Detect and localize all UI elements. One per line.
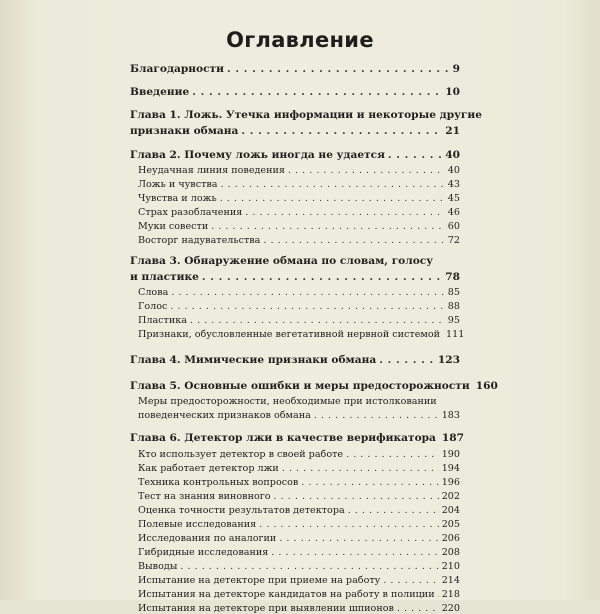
toc-subentry [130, 505, 460, 516]
toc-page-number: 72 [447, 235, 460, 246]
leader-dots [221, 179, 445, 190]
leader-dots [301, 477, 438, 488]
toc-subentry [130, 207, 460, 218]
toc-entry-text: Кто использует детектор в своей работе [138, 449, 344, 460]
leader-dots [288, 165, 445, 176]
toc-page-number: 214 [441, 575, 460, 586]
toc-entry-text: Как работает детектор лжи [138, 463, 279, 474]
toc-entry-text: Испытание на детекторе при приеме на работу [138, 575, 381, 586]
toc-page-number: 45 [447, 193, 460, 204]
toc-page-number: 210 [441, 561, 460, 572]
leader-dots [348, 505, 439, 516]
leader-dots [241, 125, 442, 137]
leader-dots [211, 221, 445, 232]
toc-page-number: 9 [452, 63, 460, 75]
toc-subentry [130, 519, 460, 530]
toc-entry-line: Глава 3. Обнаружение обмана по словам, голосу [130, 255, 434, 267]
toc-subentry [130, 589, 460, 600]
toc-subentry [130, 235, 460, 246]
toc-subentry [130, 477, 460, 488]
toc-entry-text: Гибридные исследования [138, 547, 269, 558]
toc-subentry [130, 449, 460, 460]
leader-dots [259, 519, 438, 530]
toc-subentry [130, 301, 460, 312]
toc-entry-text: Техника контрольных вопросов [138, 477, 299, 488]
toc-page-number: 88 [447, 301, 460, 312]
leader-dots [383, 575, 438, 586]
toc-entry-chapter-2 [130, 149, 460, 161]
toc-page-number: 78 [445, 271, 460, 283]
toc-subentry [130, 463, 460, 474]
page-title: Оглавление [226, 28, 374, 52]
toc-entry-text: и пластике [130, 271, 199, 283]
toc-entry-text: Тест на знания виновного [138, 491, 271, 502]
toc-subentry [130, 603, 460, 614]
leader-dots [227, 63, 450, 75]
toc-entry-line: Меры предосторожности, необходимые при истолковании [138, 396, 437, 407]
toc-entry-acknowledgements [130, 63, 460, 75]
toc-entry-chapter-1 [130, 125, 460, 137]
toc-entry-text: Глава 4. Мимические признаки обмана [130, 354, 377, 366]
toc-entry-text: Испытания на детекторе кандидатов на работу в полиции [138, 589, 435, 600]
toc-entry-text: поведенческих признаков обмана [138, 410, 311, 421]
leader-dots [263, 235, 444, 246]
leader-dots [346, 449, 439, 460]
toc-entry-chapter-4 [130, 354, 460, 366]
toc-subentry [130, 193, 460, 204]
toc-entry-chapter-6 [130, 432, 465, 444]
leader-dots [397, 603, 439, 614]
toc-entry-text: Ложь и чувства [138, 179, 218, 190]
toc-subentry [130, 561, 460, 572]
toc-entry-text: Глава 2. Почему ложь иногда не удается [130, 149, 385, 161]
toc-subentry [130, 533, 460, 544]
leader-dots [271, 547, 438, 558]
toc-entry-text: Страх разоблачения [138, 207, 243, 218]
leader-dots [245, 207, 444, 218]
toc-page-number: 220 [441, 603, 460, 614]
toc-entry-line: Глава 1. Ложь. Утечка информации и некоторые другие [130, 109, 482, 121]
toc-entry-text: признаки обмана [130, 125, 239, 137]
toc-page-number: 95 [447, 315, 460, 326]
toc-page-number: 123 [437, 354, 460, 366]
toc-subentry [130, 315, 460, 326]
toc-page-number: 160 [475, 380, 498, 392]
leader-dots [388, 149, 442, 161]
toc-page-number: 85 [447, 287, 460, 298]
toc-entry-text: Восторг надувательства [138, 235, 261, 246]
toc-page-number: 190 [441, 449, 460, 460]
toc-page-number: 218 [441, 589, 460, 600]
leader-dots [274, 491, 439, 502]
toc-page-number: 21 [445, 125, 460, 137]
toc-entry-introduction [130, 86, 460, 98]
toc-page-number: 43 [447, 179, 460, 190]
toc-subentry [130, 575, 460, 586]
toc-entry-text: Глава 6. Детектор лжи в качестве верификатора [130, 432, 436, 444]
toc-page-number: 206 [441, 533, 460, 544]
leader-dots [170, 301, 444, 312]
toc-subentry [130, 179, 460, 190]
toc-entry-chapter-5 [130, 380, 498, 392]
toc-page-number: 187 [441, 432, 465, 444]
toc-entry-text: Признаки, обусловленные вегетативной нервной системой [138, 329, 441, 340]
toc-page-number: 40 [445, 149, 460, 161]
toc-subentry [130, 221, 460, 232]
leader-dots [202, 271, 442, 283]
toc-subentry [130, 547, 460, 558]
toc-entry-text: Выводы [138, 561, 178, 572]
toc-entry-text: Полевые исследования [138, 519, 257, 530]
toc-entry-text: Слова [138, 287, 169, 298]
toc-page-number: 205 [441, 519, 460, 530]
leader-dots [190, 315, 445, 326]
leader-dots [180, 561, 438, 572]
toc-entry-text: Благодарности [130, 63, 224, 75]
toc-subentry [130, 165, 460, 176]
toc-page-number: 10 [445, 86, 460, 98]
leader-dots [171, 287, 444, 298]
toc-page-number: 46 [447, 207, 460, 218]
toc-page-number: 204 [441, 505, 460, 516]
toc-page-number: 60 [447, 221, 460, 232]
toc-entry-text: Испытания на детекторе при выявлении шпионов [138, 603, 394, 614]
toc-page-number: 202 [441, 491, 460, 502]
toc-subentry [130, 491, 460, 502]
leader-dots [438, 589, 439, 600]
toc-subentry [130, 410, 460, 421]
toc-entry-text: Муки совести [138, 221, 209, 232]
toc-subentry [130, 287, 460, 298]
toc-page-number: 196 [441, 477, 460, 488]
toc-entry-text: Глава 5. Основные ошибки и меры предосторожности [130, 380, 470, 392]
toc-entry-text: Введение [130, 86, 190, 98]
leader-dots [220, 193, 445, 204]
toc-subentry [130, 329, 465, 340]
toc-entry-text: Чувства и ложь [138, 193, 217, 204]
toc-page-number: 40 [447, 165, 460, 176]
leader-dots [379, 354, 435, 366]
toc-entry-text: Голос [138, 301, 168, 312]
toc-page-number: 111 [446, 329, 465, 340]
toc-entry-chapter-3 [130, 271, 460, 283]
toc-entry-text: Оценка точности результатов детектора [138, 505, 345, 516]
toc-entry-text: Исследования по аналогии [138, 533, 277, 544]
leader-dots [314, 410, 439, 421]
leader-dots [282, 463, 439, 474]
leader-dots [279, 533, 438, 544]
toc-entry-text: Неудачная линия поведения [138, 165, 285, 176]
toc-page-number: 208 [441, 547, 460, 558]
toc-page-number: 194 [441, 463, 460, 474]
leader-dots [192, 86, 442, 98]
toc-page-number: 183 [441, 410, 460, 421]
toc-entry-text: Пластика [138, 315, 187, 326]
